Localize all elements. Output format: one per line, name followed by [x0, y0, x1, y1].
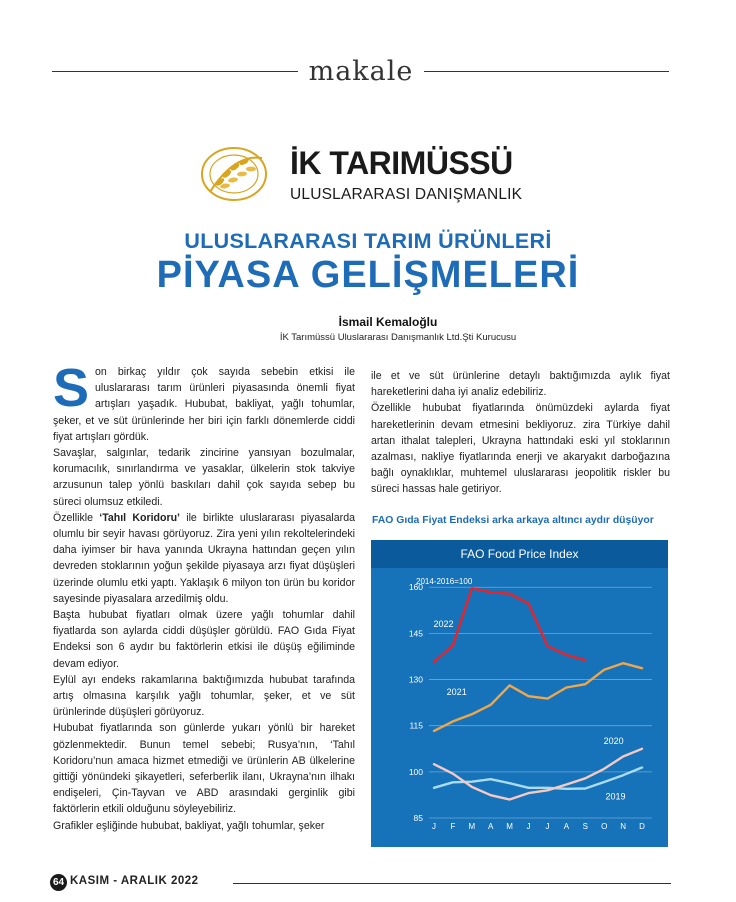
paragraph-9: Özellikle hububat fiyatlarında önümüzdeki aylarda fiyat hareketlerinin devam etmesini bekliyoruz. zira Türkiye dahil artan ithalat talepleri, Ukrayna hattındaki eski yıl stoklarının azalması, nakliye fiyatlarında enerji ve akaryakıt darboğazına bağlı oynaklıklar, muhtemel uluslararası jeopolitik riskler bu süreci hassas hale getiriyor.: [371, 402, 670, 496]
chart-title: FAO Food Price Index: [371, 540, 668, 568]
figure-caption: FAO Gıda Fiyat Endeksi arka arkaya altıncı aydır düşüyor: [372, 515, 654, 526]
x-tick-label: J: [526, 822, 531, 831]
x-tick-label: A: [488, 822, 494, 831]
y-tick-label: 160: [408, 582, 423, 593]
x-tick-label: M: [468, 822, 476, 831]
y-tick-label: 130: [408, 674, 423, 685]
series-line-2021: [434, 663, 642, 731]
footer-rule: [233, 883, 671, 884]
series-label-2021: 2021: [446, 686, 467, 697]
paragraph-2: Savaşlar, salgınlar, tedarik zincirine yansıyan bozulmalar, korumacılık, sınırlandırma ve yasaklar, ülkelerin stok takviye arzusunun talep yönlü baskıları dahil çok sayıda sebep bu süreci olumsuz etkiledi.: [53, 447, 355, 508]
tahil-koridoru-emphasis: ‘Tahıl Koridoru’: [99, 511, 181, 524]
series-label-2019: 2019: [605, 791, 626, 802]
paragraph-4: Başta hububat fiyatları olmak üzere yağlı tohumlar dahil fiyatlarda son aylarda ciddi düşüşler görüldü. FAO Gıda Fiyat Endeksi son 6 aydır bu faktörlerin etkisi ile düşüş eğiliminde devam ediyor.: [53, 609, 355, 670]
author-name: İsmail Kemaloğlu: [338, 315, 438, 329]
x-tick-label: S: [582, 822, 588, 831]
logo-name: İK TARIMÜSSÜ: [290, 145, 513, 181]
headline-line-2: PİYASA GELİŞMELERİ: [156, 254, 580, 296]
y-tick-label: 145: [408, 628, 423, 639]
series-line-2019: [434, 768, 642, 789]
fao-food-price-chart: [371, 540, 668, 847]
header-rule-left: [52, 71, 298, 72]
paragraph-3-lead: Özellikle: [53, 511, 100, 524]
x-tick-label: O: [601, 822, 608, 831]
paragraph-5: Eylül ayı endeks rakamlarına baktığımızda hububat tarafında artış olmasına karşılık yağlı tohumlar, şeker, et ve süt ürünlerinde düşüşleri görüyoruz.: [53, 673, 355, 719]
y-tick-label: 85: [413, 813, 423, 823]
article-column-right: [371, 368, 670, 498]
paragraph-3: [53, 510, 355, 607]
paragraph-1-text: on birkaç yıldır çok sayıda sebebin etkisi ile uluslararası tarım ürünleri piyasasında önemli fiyat artışları yaşadık. Hububat, bakliyat, yağlı tohumlar, şeker, et ve süt ürünlerinde her biri için farklı dönemlerde ciddi fiyat artışları gördük.: [53, 366, 355, 443]
paragraph-1: [53, 358, 355, 445]
article-column-left: [53, 358, 355, 834]
x-tick-label: A: [563, 822, 570, 831]
series-line-2022: [434, 588, 585, 662]
logo-subtitle: ULUSLARARASI DANIŞMANLIK: [290, 186, 523, 203]
x-tick-label: J: [432, 822, 436, 831]
x-tick-label: J: [545, 822, 550, 831]
wheat-emblem-icon: [200, 144, 270, 204]
author-affiliation: İK Tarımüssü Uluslararası Danışmanlık Ltd.Şti Kurucusu: [279, 332, 517, 343]
header-rule-right: [424, 71, 669, 72]
headline-line-1: ULUSLARARASI TARIM ÜRÜNLERİ: [184, 229, 552, 253]
section-label: makale: [308, 56, 414, 87]
paragraph-3-text: ile birlikte uluslararası piyasalarda olumlu bir seyir havası görüyoruz. Zira yeni yılın rekoltelerindeki daha iyimser bir hava yanında Ukrayna hattından geçen yılın devreden stoklarının yoğun şekilde piyasaya arzı fiyat düşüşleri üzerinde olumlu etki yaptı. Yaklaşık 6 milyon ton ürün bu koridor sayesinde piyasalara arzedilmiş oldu.: [53, 511, 355, 605]
y-tick-label: 115: [409, 720, 423, 731]
issue-date: KASIM - ARALIK 2022: [70, 875, 199, 887]
series-label-2022: 2022: [433, 619, 454, 630]
company-logo: [200, 142, 540, 212]
chart-subtitle: 2014-2016=100: [416, 577, 473, 586]
chart-plot: [371, 540, 668, 847]
series-label-2020: 2020: [603, 736, 624, 747]
y-tick-label: 100: [408, 766, 423, 777]
x-tick-label: N: [620, 822, 626, 831]
drop-cap: S: [53, 358, 90, 418]
paragraph-8: ile et ve süt ürünlerine detaylı baktığımızda aylık fiyat hareketlerini daha iyi analiz edebiliriz.: [371, 370, 670, 399]
x-tick-label: F: [450, 822, 456, 831]
paragraph-7: Grafikler eşliğinde hububat, bakliyat, yağlı tohumlar, şeker: [53, 819, 325, 832]
paragraph-6: Hububat fiyatlarında son günlerde yukarı yönlü bir hareket gözlenmektedir. Bunun temel sebebi; Rusya’nın, ‘Tahıl Koridoru’nun amaca hizmet etmediği ve ürünlerin AB ülkelerine gittiği yönündeki şikayetleri, seferberlik ilanı, Ukrayna’nın ilhakı endişeleri, Çin-Tayvan ve ABD arasındaki gerginlik gibi faktörlerin etkili olduğunu söyleyebiliriz.: [53, 722, 355, 816]
x-tick-label: D: [639, 822, 645, 831]
page-number: 64: [50, 874, 67, 891]
x-tick-label: M: [506, 822, 513, 831]
